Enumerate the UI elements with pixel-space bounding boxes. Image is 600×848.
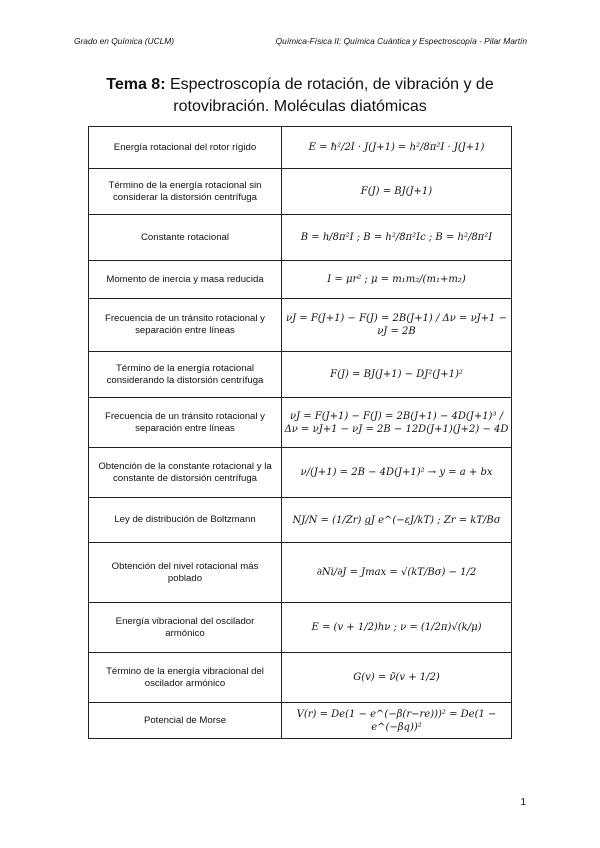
row-label: Obtención del nivel rotacional más poblado: [89, 543, 282, 603]
row-formula: E = ħ²/2I · J(J+1) = h²/8π²I · J(J+1): [282, 127, 512, 169]
row-formula: F(J) = BJ(J+1) − DJ²(J+1)²: [282, 352, 512, 398]
table-row: [89, 398, 512, 448]
row-formula: ∂Ni/∂J = Jmax = √(kT/Bσ) − 1/2: [282, 543, 512, 603]
title-prefix: Tema 8:: [106, 76, 166, 93]
row-formula: I = μr² ; μ = m₁m₂/(m₁+m₂): [282, 261, 512, 299]
row-formula: νJ = F(J+1) − F(J) = 2B(J+1) − 4D(J+1)³ / Δν = νJ+1 − νJ = 2B − 12D(J+1)(J+2) − 4D: [282, 398, 512, 448]
formula-table: [88, 126, 512, 739]
row-label: Obtención de la constante rotacional y la constante de distorsión centrífuga: [89, 448, 282, 498]
row-formula: NJ/N = (1/Zr) gJ e^(−εJ/kT) ; Zr = kT/Bσ: [282, 498, 512, 543]
page-title: [60, 74, 540, 118]
table-row: [89, 352, 512, 398]
table-row: [89, 448, 512, 498]
row-formula: V(r) = De(1 − e^(−β(r−re)))² = De(1 − e^(−βq))²: [282, 703, 512, 739]
row-formula: G(v) = ν̃(v + 1/2): [282, 653, 512, 703]
row-label: Momento de inercia y masa reducida: [89, 261, 282, 299]
row-label: Frecuencia de un tránsito rotacional y separación entre líneas: [89, 398, 282, 448]
row-label: Ley de distribución de Boltzmann: [89, 498, 282, 543]
header-subject: Química-Física II: Química Cuántica y Espectroscopía - Pilar Martín: [275, 36, 527, 46]
table-row: [89, 703, 512, 739]
row-label: Término de la energía vibracional del oscilador armónico: [89, 653, 282, 703]
row-label: Término de la energía rotacional considerando la distorsión centrífuga: [89, 352, 282, 398]
row-label: Término de la energía rotacional sin considerar la distorsión centrífuga: [89, 169, 282, 215]
row-formula: B = h/8π²I ; B = h²/8π²Ic ; B = h²/8π²I: [282, 215, 512, 261]
table-row: [89, 603, 512, 653]
table-row: [89, 299, 512, 352]
row-label: Frecuencia de un tránsito rotacional y separación entre líneas: [89, 299, 282, 352]
table-row: [89, 653, 512, 703]
row-formula: νJ = F(J+1) − F(J) = 2B(J+1) / Δν = νJ+1 − νJ = 2B: [282, 299, 512, 352]
row-label: Energía rotacional del rotor rígido: [89, 127, 282, 169]
row-formula: ν/(J+1) = 2B − 4D(J+1)² → y = a + bx: [282, 448, 512, 498]
page-number: 1: [520, 797, 526, 808]
table-row: [89, 215, 512, 261]
row-formula: F(J) = BJ(J+1): [282, 169, 512, 215]
row-label: Energía vibracional del oscilador armónico: [89, 603, 282, 653]
table-row: [89, 127, 512, 169]
row-label: Constante rotacional: [89, 215, 282, 261]
row-label: Potencial de Morse: [89, 703, 282, 739]
table-row: [89, 261, 512, 299]
title-text: Espectroscopía de rotación, de vibración y de rotovibración. Moléculas diatómicas: [169, 76, 494, 115]
table-row: [89, 498, 512, 543]
table-row: [89, 169, 512, 215]
table-row: [89, 543, 512, 603]
row-formula: E = (v + 1/2)hν ; ν = (1/2π)√(k/μ): [282, 603, 512, 653]
header-course: Grado en Química (UCLM): [74, 36, 175, 46]
